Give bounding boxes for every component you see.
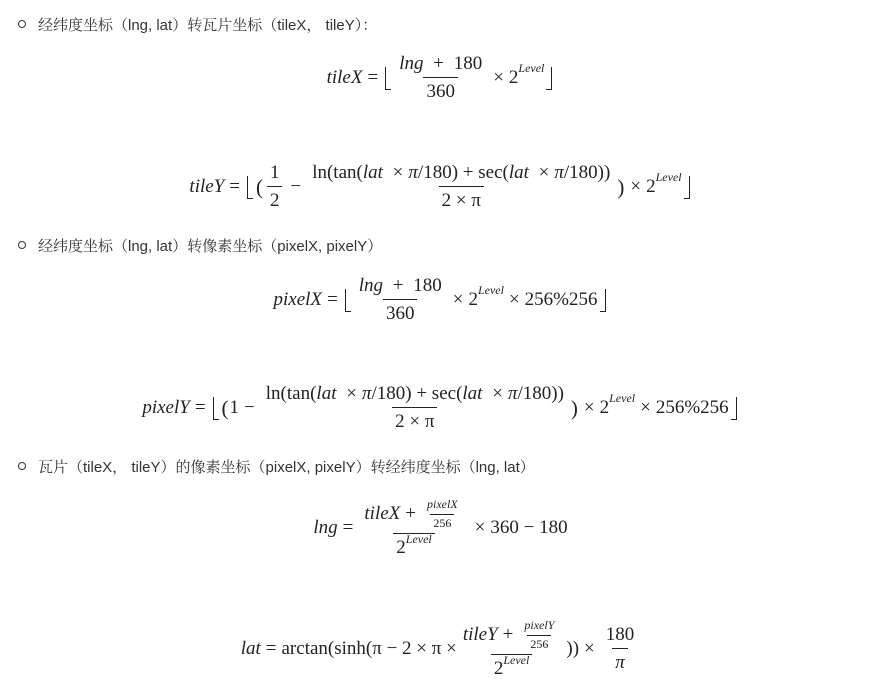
floor-left-bracket	[247, 176, 253, 199]
floor-left-bracket	[345, 289, 351, 312]
bullet-text: 瓦片（tileX， tileY）的像素坐标（pixelX, pixelY）转经纬度坐标（lng, lat）	[38, 458, 535, 476]
fraction	[263, 383, 567, 433]
formula-pixely: pixelY = ( 1 − $\frac{\text{ln(tan(lat × π/180) + sec(lat × π/180))}}{2 \times \pi}$ ) × 2 $^{Level}$ × 256%256	[0, 381, 881, 435]
fraction	[460, 618, 564, 680]
bullet-item-pixel-to-lnglat	[18, 455, 535, 477]
fraction-180-over-pi: $\frac{180}{\pi}$	[605, 624, 635, 673]
small-fraction: $\frac{\text{pixelY}}{256}$	[524, 618, 555, 651]
fraction-half: $\frac{1}{2}$	[267, 162, 283, 212]
one: 1	[229, 397, 240, 418]
fraction-denominator: 360	[383, 299, 418, 325]
fraction	[309, 162, 613, 212]
formula-lhs: pixelY	[142, 397, 190, 418]
fraction-numerator: lng + 180	[399, 53, 483, 74]
power-base: 2	[468, 289, 478, 310]
times-sign: ×	[474, 517, 486, 538]
equals-sign: =	[265, 638, 277, 659]
power-base: 2	[508, 67, 519, 88]
equals-sign: =	[342, 517, 354, 538]
times-sign: ×	[640, 397, 651, 418]
power-base: 2	[599, 397, 610, 418]
fraction	[361, 497, 466, 559]
times-sign: ×	[452, 289, 464, 310]
times-sign: ×	[630, 176, 642, 197]
power-base: 2	[646, 176, 656, 197]
formula-lhs: lat	[240, 638, 261, 659]
floor-right-bracket	[731, 397, 737, 420]
formula-prefix: arctan(sinh(π − 2 × π ×	[281, 638, 457, 659]
formula-tail: 256%256	[655, 397, 729, 418]
floor-right-bracket	[546, 67, 552, 90]
bullet-icon	[18, 462, 26, 470]
formula-tiley: tileY = ( $\frac{1}{2}$ − $\frac{\text{ln(tan(lat × π/180) + sec(lat × π/180))}}{2 \times \pi}$ ) × 2 $^{Level}$	[0, 160, 881, 214]
right-paren: )	[570, 395, 578, 420]
floor-left-bracket	[213, 397, 219, 420]
close-parens: ))	[566, 638, 580, 659]
fraction-denominator: $2^{Level}$	[393, 533, 435, 559]
times-sign: ×	[584, 638, 595, 659]
right-paren: )	[617, 174, 625, 199]
fraction-numerator: ln(tan(lat × π/180) + sec(lat × π/180))	[312, 162, 611, 183]
fraction-numerator: ln(tan(lat × π/180) + sec(lat × π/180))	[265, 383, 564, 404]
fraction-denominator: 2 × π	[392, 407, 437, 433]
minus-sign: −	[244, 397, 255, 418]
formula-lhs: pixelX	[273, 289, 323, 310]
fraction-denominator: 360	[423, 77, 458, 103]
formula-tail: 256%256	[524, 289, 598, 310]
fraction-denominator: $2^{Level}$	[491, 654, 533, 680]
equals-sign: =	[229, 176, 240, 197]
floor-right-bracket	[684, 176, 690, 199]
fraction-numerator: lng + 180	[358, 275, 442, 296]
equals-sign: =	[194, 397, 206, 418]
bullet-text: 经纬度坐标（lng, lat）转像素坐标（pixelX, pixelY）	[38, 237, 383, 255]
bullet-item-lnglat-to-tile	[18, 13, 377, 35]
formula-tilex: tileX = $\frac{\ln g + 180}{360}$ × 2 $^{Level}$	[0, 52, 881, 104]
fraction-numerator: tileX + $\frac{\text{pixelX}}{256}$	[361, 497, 466, 533]
times-sign: ×	[583, 397, 595, 418]
formula-tail: 360 − 180	[490, 517, 568, 538]
equals-sign: =	[327, 289, 338, 310]
floor-left-bracket	[385, 67, 391, 90]
small-fraction: $\frac{\text{pixelX}}{256}$	[427, 497, 458, 530]
left-paren: (	[255, 174, 263, 199]
bullet-item-lnglat-to-pixel	[18, 234, 382, 256]
formula-lhs: tileY	[189, 176, 225, 197]
times-sign: ×	[508, 289, 520, 310]
fraction-numerator: tileY + $\frac{\text{pixelY}}{256}$	[460, 618, 564, 654]
left-paren: (	[221, 395, 229, 420]
floor-right-bracket	[600, 289, 606, 312]
equals-sign: =	[367, 67, 379, 88]
formula-lhs: lng	[313, 517, 338, 538]
formula-pixelx: pixelX = $\frac{\ln g + 180}{360}$ × 2 $^{Level}$ × 256%256	[0, 274, 881, 326]
fraction-denominator: 2 × π	[439, 186, 484, 212]
minus-sign: −	[290, 176, 302, 197]
bullet-text: 经纬度坐标（lng, lat）转瓦片坐标（tileX， tileY）：	[38, 16, 378, 34]
bullet-icon	[18, 241, 26, 249]
formula-lng	[0, 495, 881, 561]
formula-lhs: tileX	[326, 67, 363, 88]
times-sign: ×	[493, 67, 504, 88]
bullet-icon	[18, 20, 26, 28]
fraction	[396, 53, 485, 103]
formula-lat	[0, 616, 881, 682]
fraction	[356, 275, 445, 325]
